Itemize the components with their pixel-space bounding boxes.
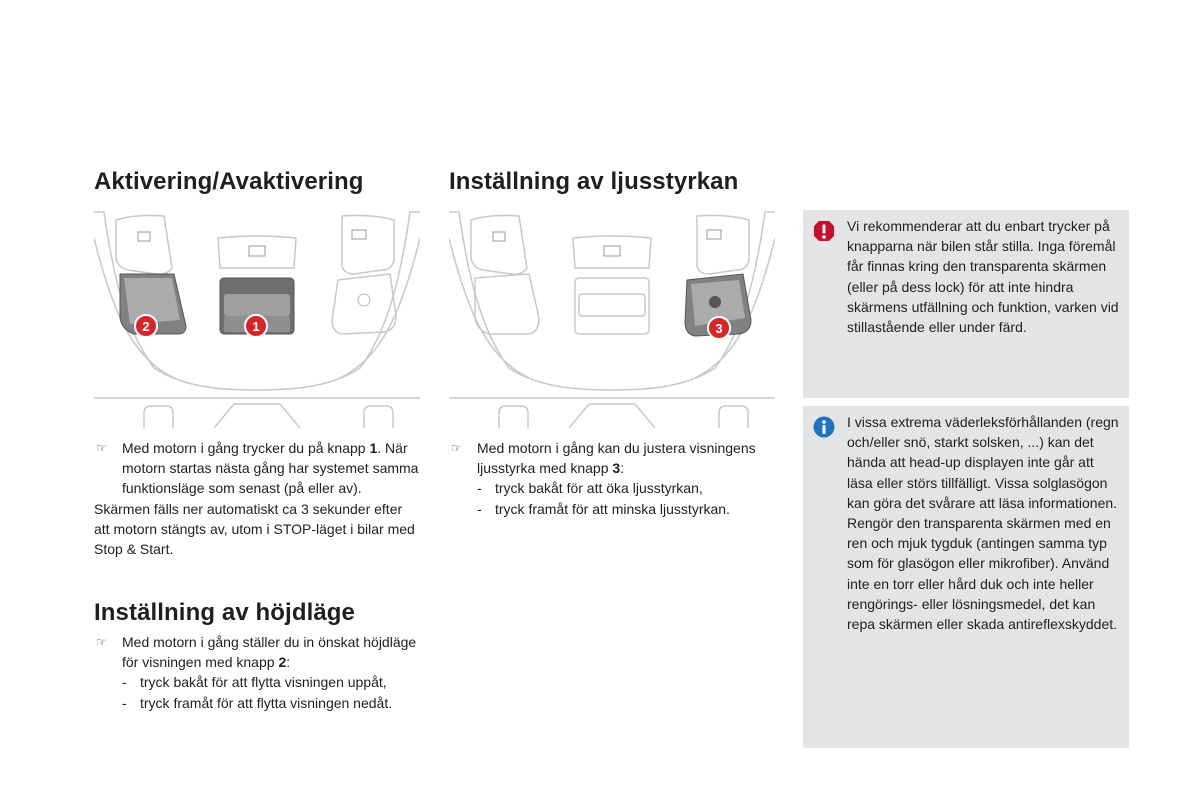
bullet-height [94, 632, 420, 672]
heading-brightness: Inställning av ljusstyrkan [449, 168, 739, 195]
bullet-text: Med motorn i gång kan du justera visningens ljusstyrka med knapp [477, 440, 756, 477]
bullet-text-cont: : [286, 654, 291, 671]
dash-item: - tryck bakåt för att flytta visningen uppåt, [122, 674, 387, 691]
svg-text:2: 2 [142, 319, 150, 334]
switch-panel-illustration-left [94, 208, 420, 428]
pointing-hand-icon: ☞ [96, 635, 107, 649]
auto-fold-paragraph: Skärmen fälls ner automatiskt ca 3 sekunder efter att motorn stängts av, utom i STOP-läget i bilar med Stop & Start. [94, 500, 415, 558]
button-number: 2 [278, 654, 287, 671]
heading-activation: Aktivering/Avaktivering [94, 168, 364, 195]
bullet-brightness [449, 438, 775, 478]
bullet-text-cont: . När motorn startas nästa gång har systemet samma funktionsläge som senast (på eller av). [122, 440, 419, 497]
svg-text:1: 1 [252, 319, 260, 334]
dash-item: - tryck bakåt för att öka ljusstyrkan, [477, 480, 703, 497]
svg-text:3: 3 [715, 321, 723, 336]
switch-panel-drawing [449, 208, 775, 428]
info-text [847, 412, 1121, 634]
height-text-block [94, 632, 420, 713]
dash-text: tryck bakåt för att öka ljusstyrkan, [495, 480, 703, 497]
brightness-text-block [449, 438, 775, 519]
dash-text: tryck framåt för att flytta visningen nedåt. [140, 694, 393, 711]
warning-text: Vi rekommenderar att du enbart trycker på knapparna när bilen står stilla. Inga föremål får finnas kring den transparenta skärmen (eller på dess lock) för att inte hindra skärmens utfällning och funktion, varken vid stillastående eller under färd. [847, 218, 1119, 336]
info-icon [813, 416, 835, 443]
left-text-block [94, 438, 420, 559]
badge-1 [245, 315, 267, 337]
warning-box [803, 210, 1129, 398]
dash-text: tryck bakåt för att flytta visningen uppåt, [140, 674, 387, 691]
button-number: 1 [369, 440, 378, 456]
dash-item: - tryck framåt för att flytta visningen nedåt. [122, 694, 393, 711]
heading-height: Inställning av höjdläge [94, 599, 356, 626]
badge-3 [708, 317, 730, 339]
badge-2 [135, 315, 157, 337]
info-paragraph-cleaning: Rengör den transparenta skärmen med en ren och mjuk tygduk (antingen samma typ som för glasögon eller mikrofiber). Använd inte en torr eller hård duk och inte heller rengörings- eller lösningsmedel, det kan repa skärmen eller skada antireflexskyddet. [847, 515, 1118, 633]
warning-icon [813, 220, 835, 247]
pointing-hand-icon: ☞ [96, 441, 107, 455]
pointing-hand-icon: ☞ [451, 441, 462, 455]
switch-panel-drawing [94, 208, 420, 428]
dash-item: - tryck framåt för att minska ljusstyrkan. [477, 500, 730, 517]
info-box [803, 406, 1129, 748]
button-number: 3 [612, 460, 621, 477]
dash-text: tryck framåt för att minska ljusstyrkan. [495, 500, 730, 517]
info-paragraph-weather: I vissa extrema väderleksförhållanden (regn och/eller snö, starkt solsken, ...) kan det hända att head-up displayen inte går att läsa eller störs tillfälligt. Vissa solglasögon kan göra det svårare att läsa informationen. [847, 414, 1119, 511]
bullet-activation [94, 438, 420, 499]
bullet-text: Med motorn i gång ställer du in önskat höjdläge för visningen med knapp [122, 634, 417, 671]
bullet-text-cont: : [620, 460, 625, 477]
switch-panel-illustration-right [449, 208, 775, 428]
bullet-text: Med motorn i gång trycker du på knapp [122, 440, 366, 456]
